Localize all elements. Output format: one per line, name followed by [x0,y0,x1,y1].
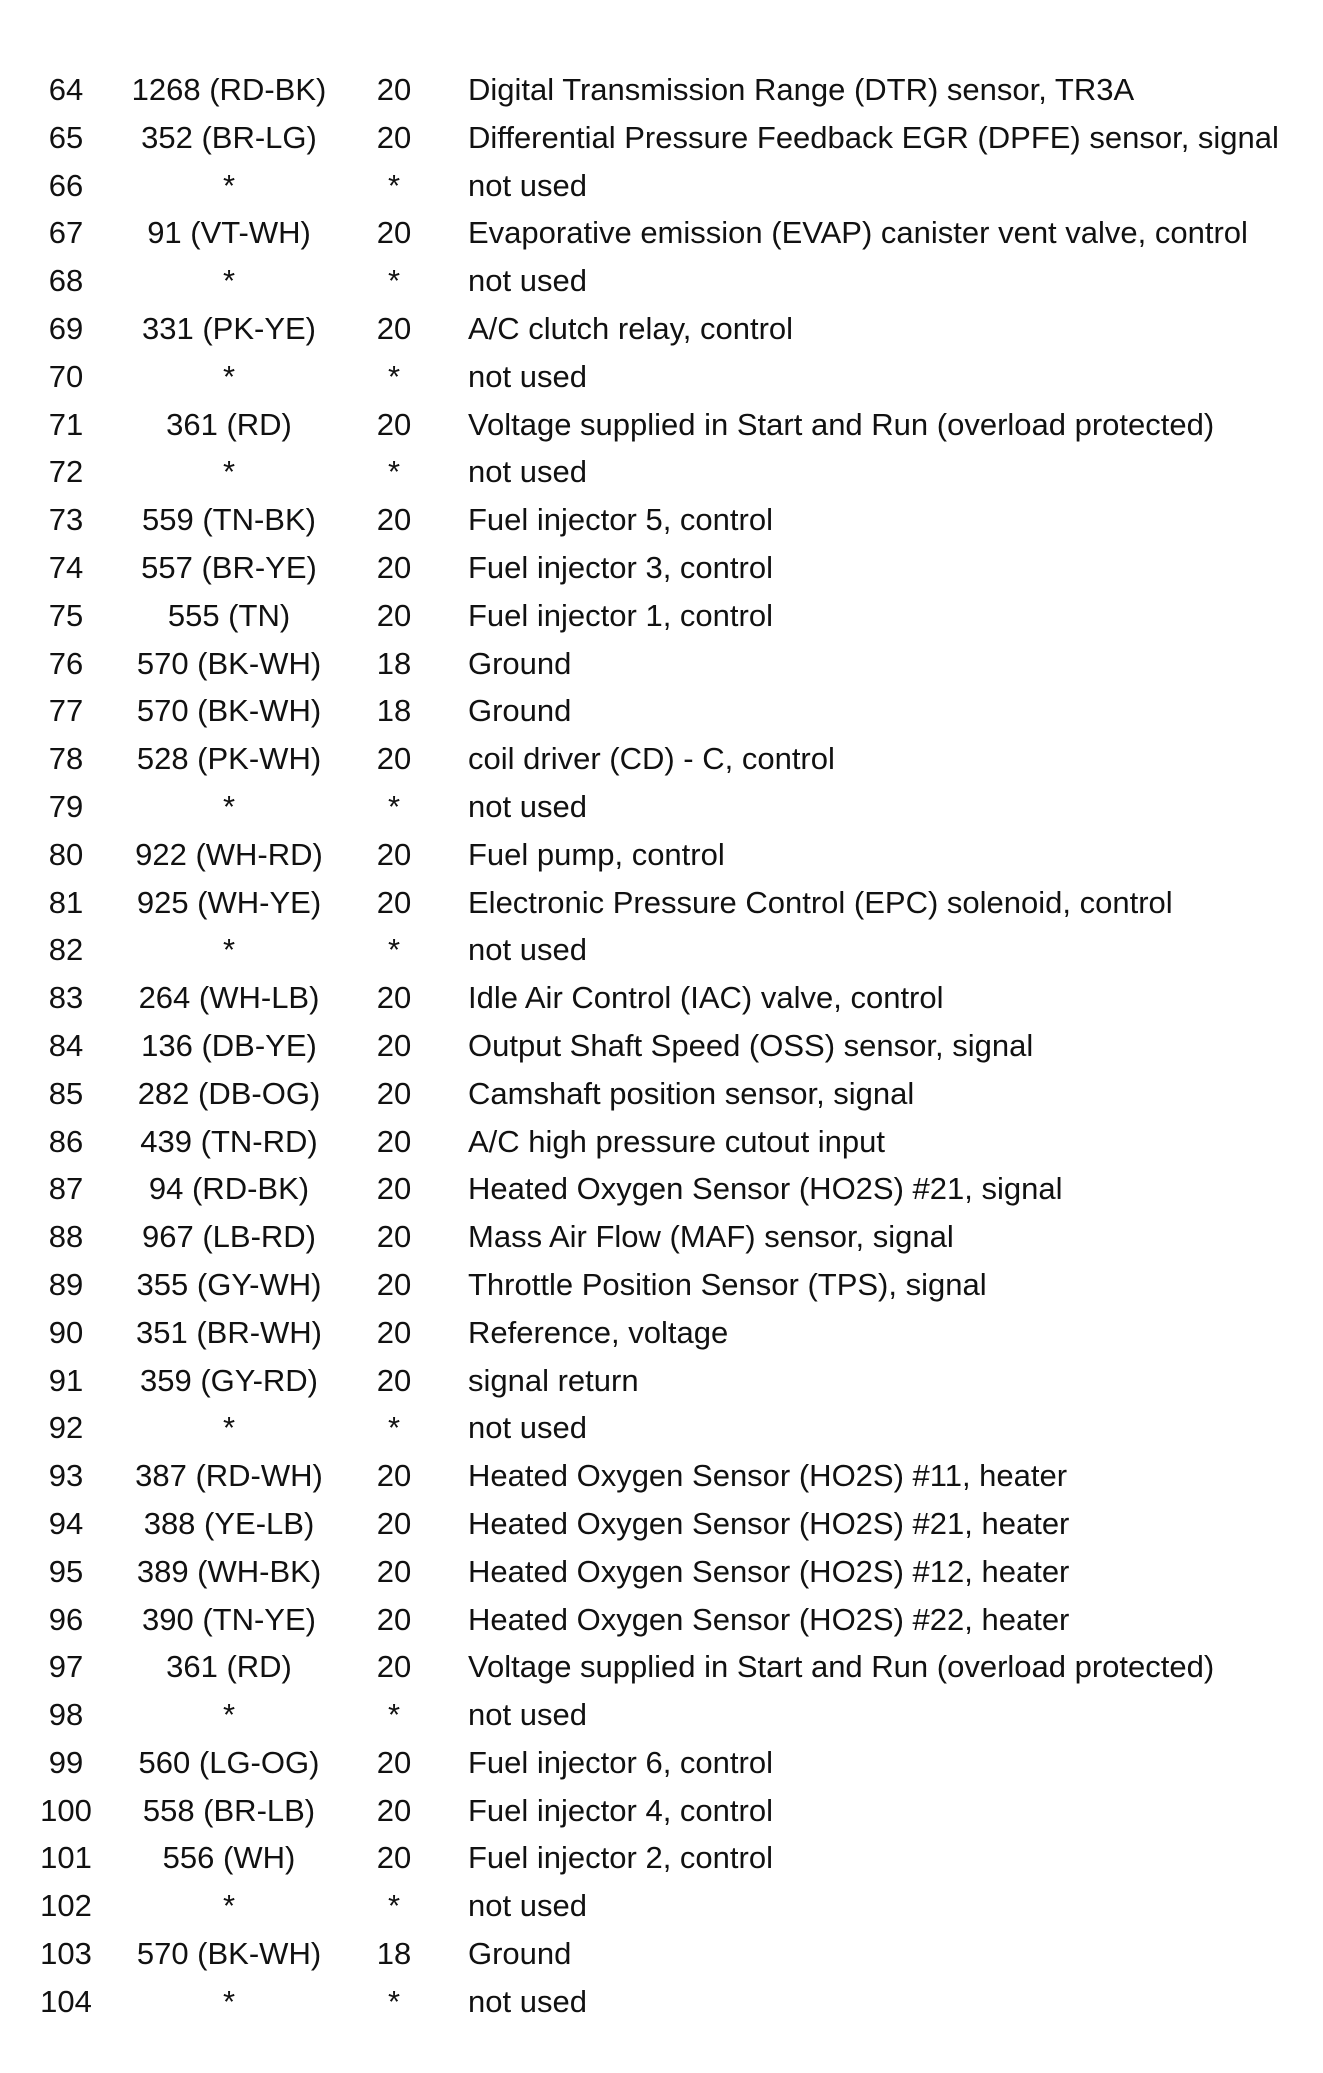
circuit-wire-color: 359 (GY-RD) [139,1362,319,1398]
circuit-description: not used [468,263,587,299]
circuit-wire-color: 136 (DB-YE) [141,1027,317,1063]
pin-number: 65 [48,119,84,155]
table-row [24,66,1314,114]
pin-number: 79 [48,788,84,824]
table-row [24,974,1314,1022]
circuit-description: signal return [468,1362,639,1398]
circuit-wire-color: 1268 (RD-BK) [131,72,327,107]
circuit-wire-color: 282 (DB-OG) [137,1075,321,1111]
circuit-wire-color: 922 (WH-RD) [135,836,323,872]
circuit-description: coil driver (CD) - C, control [468,741,835,777]
table-row [24,162,1314,210]
pin-number: 103 [40,1936,92,1972]
circuit-wire-color: 439 (TN-RD) [140,1123,318,1159]
circuit-wire-color: 264 (WH-LB) [138,980,320,1016]
table-row [24,735,1314,783]
table-row [24,1357,1314,1405]
table-row [24,544,1314,592]
pin-number: 84 [48,1027,84,1063]
pin-number: 90 [48,1314,84,1350]
pin-number: 76 [48,645,84,681]
pin-number: 72 [48,454,84,490]
circuit-wire-color: 355 (GY-WH) [136,1266,322,1302]
table-row [24,1978,1314,2026]
wire-gauge: * [387,788,401,824]
circuit-wire-color: * [222,1410,236,1446]
wire-gauge: * [387,263,401,299]
table-row [24,353,1314,401]
circuit-description: Ground [468,1936,572,1972]
table-row [24,879,1314,927]
circuit-wire-color: * [222,1888,236,1924]
wire-gauge: 20 [376,1601,412,1637]
wire-gauge: 20 [376,72,412,107]
circuit-wire-color: 94 (RD-BK) [148,1171,310,1207]
table-row [24,1404,1314,1452]
circuit-wire-color: 351 (BR-WH) [135,1314,322,1350]
pin-number: 104 [40,1983,92,2019]
pin-number: 97 [48,1649,84,1685]
wire-gauge: 20 [376,310,412,346]
circuit-wire-color: * [222,1697,236,1733]
table-row [24,1261,1314,1309]
pin-number: 73 [48,502,84,538]
pin-number: 96 [48,1601,84,1637]
circuit-description: Fuel injector 3, control [468,549,773,585]
circuit-description: Ground [468,693,572,729]
wire-gauge: 20 [376,215,412,251]
table-row [24,114,1314,162]
circuit-description: Fuel injector 2, control [468,1840,773,1876]
circuit-wire-color: 331 (PK-YE) [141,310,316,346]
wire-gauge: * [387,1697,401,1733]
circuit-description: Evaporative emission (EVAP) canister vent valve, control [468,215,1248,251]
circuit-wire-color: 556 (WH) [162,1840,296,1876]
table-row [24,1787,1314,1835]
circuit-description: Voltage supplied in Start and Run (overload protected) [468,1649,1215,1685]
circuit-wire-color: 967 (LB-RD) [142,1219,316,1255]
pin-number: 67 [48,215,84,251]
circuit-description: not used [468,167,587,203]
table-row [24,1739,1314,1787]
wire-gauge: 20 [376,980,412,1016]
circuit-wire-color: 925 (WH-YE) [136,884,322,920]
pin-number: 88 [48,1219,84,1255]
wire-gauge: 20 [376,1314,412,1350]
circuit-wire-color: * [222,1983,236,2019]
circuit-wire-color: 559 (TN-BK) [142,502,316,538]
circuit-wire-color: * [222,932,236,968]
wire-gauge: * [387,167,401,203]
circuit-description: not used [468,788,587,824]
wire-gauge: 20 [376,1553,412,1589]
circuit-description: Ground [468,645,572,681]
circuit-description: not used [468,1410,587,1446]
table-row [24,1500,1314,1548]
wire-gauge: 20 [376,1792,412,1828]
wire-gauge: 20 [376,1171,412,1207]
table-row [24,1834,1314,1882]
table-row [24,257,1314,305]
table-row [24,831,1314,879]
wire-gauge: * [387,1888,401,1924]
circuit-description: Throttle Position Sensor (TPS), signal [468,1266,987,1302]
table-row [24,783,1314,831]
circuit-wire-color: 528 (PK-WH) [136,741,322,777]
pin-number: 100 [40,1792,92,1828]
table-row [24,687,1314,735]
circuit-wire-color: 555 (TN) [167,597,291,633]
circuit-wire-color: 361 (RD) [166,1649,292,1685]
circuit-wire-color: 389 (WH-BK) [136,1553,322,1589]
circuit-description: Reference, voltage [468,1314,729,1350]
circuit-wire-color: * [222,358,236,394]
wire-gauge: 20 [376,1649,412,1685]
pin-number: 92 [48,1410,84,1446]
wire-gauge: 20 [376,836,412,872]
table-row [24,1070,1314,1118]
circuit-description: Camshaft position sensor, signal [468,1075,915,1111]
pin-number: 78 [48,741,84,777]
wire-gauge: 18 [376,1936,412,1972]
circuit-description: Digital Transmission Range (DTR) sensor, TR3A [468,72,1135,107]
circuit-description: Fuel injector 1, control [468,597,773,633]
circuit-wire-color: * [222,788,236,824]
pin-number: 82 [48,932,84,968]
table-row [24,305,1314,353]
pin-number: 101 [40,1840,92,1876]
table-row [24,1165,1314,1213]
circuit-wire-color: 388 (YE-LB) [143,1505,315,1541]
pin-number: 86 [48,1123,84,1159]
wire-gauge: 20 [376,597,412,633]
circuit-wire-color: 390 (TN-YE) [142,1601,316,1637]
circuit-wire-color: 91 (VT-WH) [147,215,311,251]
pin-number: 94 [48,1505,84,1541]
circuit-wire-color: 558 (BR-LB) [142,1792,316,1828]
pin-number: 68 [48,263,84,299]
wire-gauge: 20 [376,1219,412,1255]
wire-gauge: 20 [376,119,412,155]
circuit-description: Heated Oxygen Sensor (HO2S) #12, heater [468,1553,1070,1589]
circuit-description: not used [468,1983,587,2019]
pin-number: 102 [40,1888,92,1924]
pin-number: 91 [48,1362,84,1398]
circuit-wire-color: * [222,167,236,203]
circuit-description: Fuel injector 6, control [468,1744,773,1780]
wire-gauge: 20 [376,1075,412,1111]
pin-number: 95 [48,1553,84,1589]
wire-gauge: 20 [376,1744,412,1780]
circuit-wire-color: 387 (RD-WH) [135,1458,323,1494]
table-row [24,1930,1314,1978]
connector-pinout-table [24,66,1314,2026]
wire-gauge: 20 [376,1362,412,1398]
circuit-description: not used [468,1888,587,1924]
circuit-description: Fuel pump, control [468,836,725,872]
circuit-description: Output Shaft Speed (OSS) sensor, signal [468,1027,1034,1063]
circuit-description: not used [468,358,587,394]
pin-number: 71 [48,406,84,442]
pin-number: 64 [48,72,84,107]
circuit-wire-color: * [222,454,236,490]
table-row [24,496,1314,544]
circuit-description: not used [468,454,587,490]
circuit-description: A/C clutch relay, control [468,310,794,346]
pin-number: 85 [48,1075,84,1111]
pin-number: 66 [48,167,84,203]
table-row [24,209,1314,257]
circuit-description: Electronic Pressure Control (EPC) solenoid, control [468,884,1173,920]
wire-gauge: 20 [376,1505,412,1541]
wire-gauge: 18 [376,693,412,729]
circuit-description: Heated Oxygen Sensor (HO2S) #21, signal [468,1171,1063,1207]
circuit-wire-color: 557 (BR-YE) [141,549,317,585]
pin-number: 87 [48,1171,84,1207]
table-row [24,1452,1314,1500]
table-row [24,1022,1314,1070]
table-row [24,592,1314,640]
wire-gauge: * [387,358,401,394]
wire-gauge: 20 [376,884,412,920]
table-row [24,1213,1314,1261]
pin-number: 93 [48,1458,84,1494]
circuit-wire-color: 352 (BR-LG) [141,119,317,155]
circuit-description: Voltage supplied in Start and Run (overload protected) [468,406,1215,442]
pin-number: 70 [48,358,84,394]
circuit-wire-color: 570 (BK-WH) [136,693,322,729]
wire-gauge: * [387,454,401,490]
circuit-description: A/C high pressure cutout input [468,1123,886,1159]
wire-gauge: 20 [376,549,412,585]
table-row [24,1643,1314,1691]
table-row [24,1548,1314,1596]
circuit-description: Heated Oxygen Sensor (HO2S) #22, heater [468,1601,1070,1637]
circuit-description: Heated Oxygen Sensor (HO2S) #21, heater [468,1505,1070,1541]
circuit-wire-color: 560 (LG-OG) [138,1744,320,1780]
wire-gauge: 20 [376,1840,412,1876]
circuit-wire-color: 361 (RD) [166,406,292,442]
circuit-description: not used [468,1697,587,1733]
table-row [24,1596,1314,1644]
table-row [24,926,1314,974]
pin-number: 89 [48,1266,84,1302]
wire-gauge: 20 [376,1458,412,1494]
wire-gauge: 20 [376,1266,412,1302]
pin-number: 77 [48,693,84,729]
circuit-description: Fuel injector 5, control [468,502,773,538]
circuit-description: not used [468,932,587,968]
wire-gauge: * [387,1410,401,1446]
table-row [24,1691,1314,1739]
wire-gauge: 20 [376,406,412,442]
wire-gauge: * [387,932,401,968]
circuit-description: Differential Pressure Feedback EGR (DPFE) sensor, signal [468,119,1279,155]
table-row [24,1309,1314,1357]
pin-number: 69 [48,310,84,346]
table-row [24,640,1314,688]
table-row [24,1882,1314,1930]
table-row [24,401,1314,449]
pin-number: 83 [48,980,84,1016]
wire-gauge: 20 [376,1027,412,1063]
circuit-wire-color: * [222,263,236,299]
pin-number: 75 [48,597,84,633]
pin-number: 99 [48,1744,84,1780]
table-row [24,1118,1314,1166]
wire-gauge: 20 [376,502,412,538]
pin-number: 74 [48,549,84,585]
pin-number: 98 [48,1697,84,1733]
wire-gauge: 20 [376,741,412,777]
circuit-description: Heated Oxygen Sensor (HO2S) #11, heater [468,1458,1068,1494]
circuit-description: Fuel injector 4, control [468,1792,773,1828]
circuit-description: Mass Air Flow (MAF) sensor, signal [468,1219,954,1255]
wire-gauge: 18 [376,645,412,681]
table-row [24,448,1314,496]
circuit-description: Idle Air Control (IAC) valve, control [468,980,944,1016]
circuit-wire-color: 570 (BK-WH) [136,1936,322,1972]
pin-number: 80 [48,836,84,872]
wire-gauge: * [387,1983,401,2019]
pin-number: 81 [48,884,84,920]
circuit-wire-color: 570 (BK-WH) [136,645,322,681]
wire-gauge: 20 [376,1123,412,1159]
